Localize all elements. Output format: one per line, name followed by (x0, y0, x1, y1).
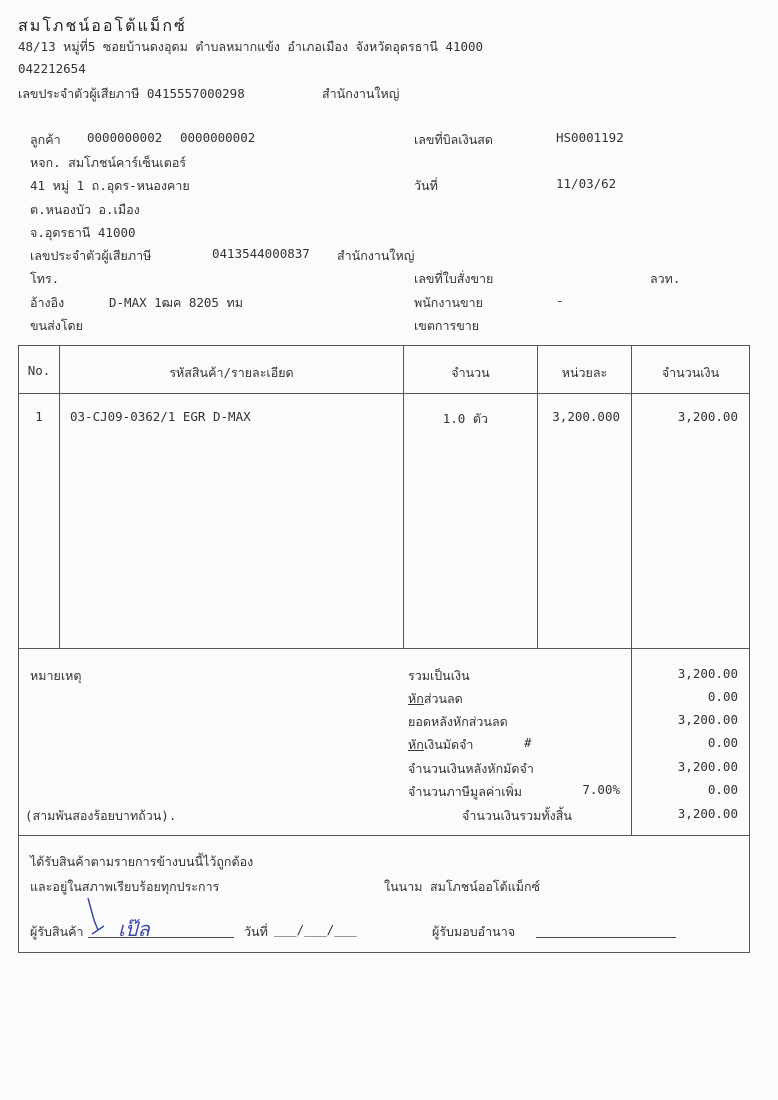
customer-code-2: 0000000002 (180, 130, 256, 145)
customer-phone-label: โทร. (30, 271, 60, 286)
customer-branch: สำนักงานใหญ่ (337, 248, 415, 263)
row-qty: 1.0 ตัว (442, 411, 488, 426)
order-no-label: เลขที่ใบสั่งขาย (414, 271, 494, 286)
receive-date-blank: ___/___/___ (274, 922, 357, 937)
receive-date-label: วันที่ (244, 924, 268, 939)
row-desc: 03-CJ09-0362/1 EGR D-MAX (70, 409, 251, 424)
authorized-label: ผู้รับมอบอำนาจ (432, 924, 516, 939)
col-header-qty: จำนวน (451, 365, 490, 380)
discount-text: ส่วนลด (423, 691, 463, 706)
salesperson-label: พนักงานขาย (414, 295, 483, 310)
customer-label: ลูกค้า (30, 132, 61, 147)
discount-value: 0.00 (707, 689, 738, 704)
deposit-hash: # (524, 735, 532, 750)
sales-area-label: เขตการขาย (414, 318, 480, 333)
date-value: 11/03/62 (556, 176, 617, 191)
remark-label: หมายเหตุ (30, 668, 82, 683)
customer-ref-label: อ้างอิง (30, 295, 65, 310)
customer-code-1: 0000000002 (87, 130, 163, 145)
col-header-no: No. (27, 363, 51, 378)
total-value: 3,200.00 (677, 666, 738, 681)
receiver-signature: เป๊ล (118, 917, 150, 941)
after-deposit-label: จำนวนเงินหลังหักมัดจำ (408, 761, 534, 776)
order-no: ลวท. (650, 271, 681, 286)
after-deposit-value: 3,200.00 (677, 759, 738, 774)
deposit-text: เงินมัดจำ (423, 737, 474, 752)
salesperson-value: - (556, 293, 564, 308)
grand-total-label: จำนวนเงินรวมทั้งสิ้น (462, 808, 572, 823)
company-tax-id: เลขประจำตัวผู้เสียภาษี 0415557000298 (18, 86, 245, 101)
deposit-value: 0.00 (707, 735, 738, 750)
on-behalf-label: ในนาม สมโภชน์ออโต้แม็กซ์ (384, 879, 541, 894)
col-header-amount: จำนวนเงิน (661, 365, 720, 380)
customer-tax-id: 0413544000837 (212, 246, 310, 261)
discount-prefix: หัก (408, 691, 424, 706)
customer-name: หจก. สมโภชน์คาร์เซ็นเตอร์ (30, 155, 187, 170)
after-discount-label: ยอดหลังหักส่วนลด (408, 714, 508, 729)
col-header-unit-price: หน่วยละ (561, 365, 608, 380)
company-branch: สำนักงานใหญ่ (322, 86, 400, 101)
receiver-label: ผู้รับสินค้า (30, 924, 84, 939)
company-name: สมโภชน์ออโต้แม็กซ์ (18, 16, 187, 35)
signature-stroke (84, 896, 120, 940)
customer-shipby-label: ขนส่งโดย (30, 318, 83, 333)
company-phone: 042212654 (18, 61, 86, 76)
total-label: รวมเป็นเงิน (408, 668, 470, 683)
deposit-label (408, 735, 473, 755)
vat-rate: 7.00% (582, 782, 620, 797)
grand-total-value: 3,200.00 (677, 806, 738, 821)
deposit-prefix: หัก (408, 737, 424, 752)
customer-address-2: ต.หนองบัว อ.เมือง (30, 202, 140, 217)
vat-label: จำนวนภาษีมูลค่าเพิ่ม (408, 784, 522, 799)
customer-ref-value: D-MAX 1ฒค 8205 ทม (109, 295, 243, 310)
after-discount-value: 3,200.00 (677, 712, 738, 727)
customer-address-1: 41 หมู่ 1 ถ.อุดร-หนองคาย (30, 178, 190, 193)
row-no: 1 (35, 409, 43, 424)
col-header-desc: รหัสสินค้า/รายละเอียด (169, 365, 294, 380)
company-address: 48/13 หมู่ที่5 ซอยบ้านดงอุดม ตำบลหมากแข้ง อำเภอเมือง จังหวัดอุดรธานี 41000 (18, 39, 484, 54)
discount-label (408, 689, 463, 709)
date-label: วันที่ (414, 178, 438, 193)
customer-address-3: จ.อุดรธานี 41000 (30, 225, 136, 240)
vat-value: 0.00 (707, 782, 738, 797)
bill-no-label: เลขที่บิลเงินสด (414, 132, 493, 147)
row-amount: 3,200.00 (677, 409, 738, 424)
amount-in-words: (สามพันสองร้อยบาทถ้วน). (25, 808, 177, 823)
row-unit-price: 3,200.000 (552, 409, 620, 424)
received-statement-2: และอยู่ในสภาพเรียบร้อยทุกประการ (30, 879, 220, 894)
customer-tax-label: เลขประจำตัวผู้เสียภาษี (30, 248, 152, 263)
bill-no: HS0001192 (556, 130, 624, 145)
received-statement-1: ได้รับสินค้าตามรายการข้างบนนี้ไว้ถูกต้อง (30, 854, 254, 869)
